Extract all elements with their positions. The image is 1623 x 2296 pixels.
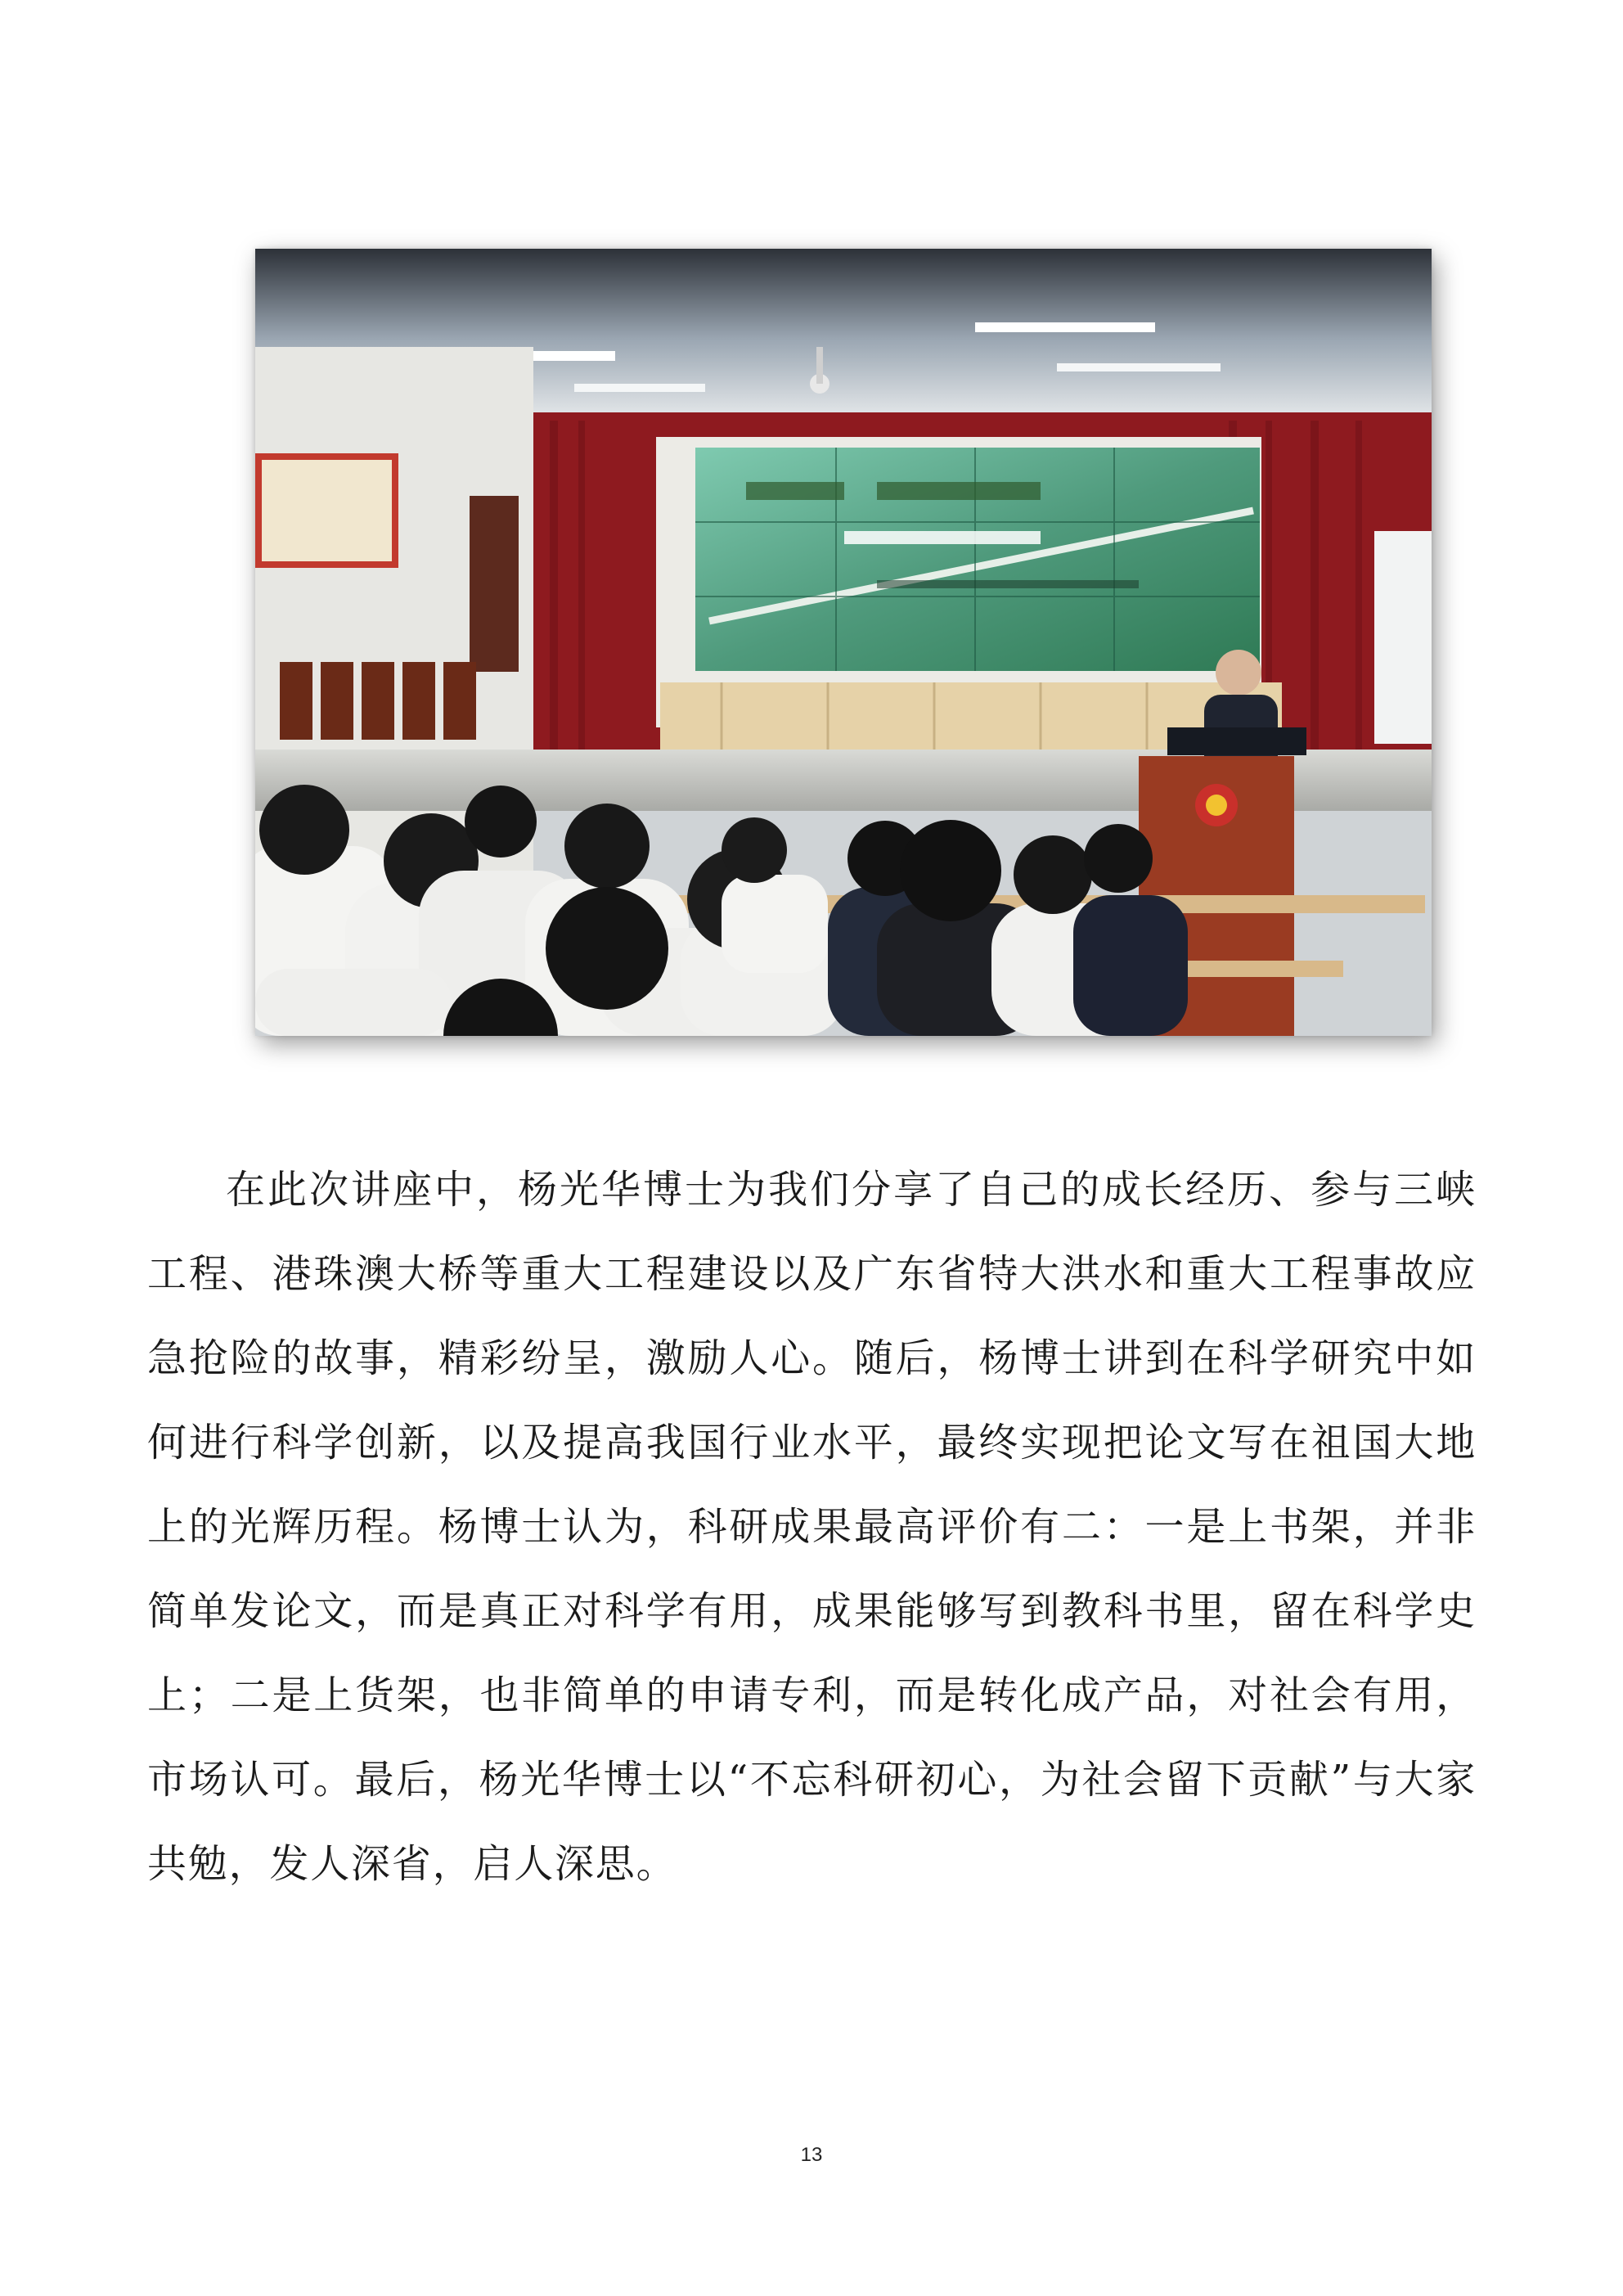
body-paragraph: 在此次讲座中，杨光华博士为我们分享了自己的成长经历、参与三峡工程、港珠澳大桥等重大工程建设以及广东省特大洪水和重大工程事故应急抢险的故事，精彩纷呈，激励人心。随后，杨博士讲到在科学研究中如何进行科学创新，以及提高我国行业水平，最终实现把论文写在祖国大地上的光辉历程。杨博士认为，科研成果最高评价有二：一是上书架，并非简单发论文，而是真正对科学有用，成果能够写到教科书里，留在科学史上；二是上货架，也非简单的申请专利，而是转化成产品，对社会有用，市场认可。最后，杨光华博士以“不忘科研初心，为社会留下贡献”与大家共勉，发人深省，启人深思。 [147, 1167, 1477, 1887]
lecture-photo [255, 249, 1432, 1036]
page-number: 13 [800, 2144, 823, 2166]
